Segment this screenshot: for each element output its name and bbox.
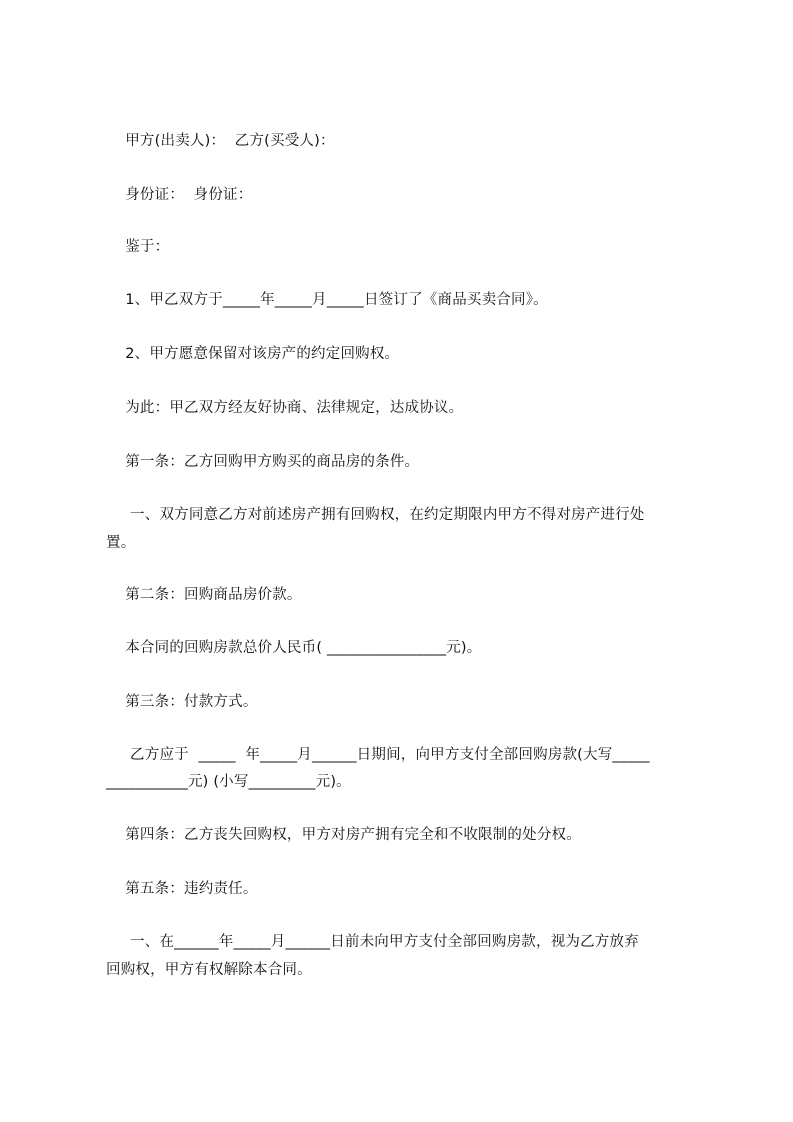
article-3-heading: 第三条：付款方式。 (106, 694, 258, 710)
article-5-item-1-line-1: 一、在______年_____月______日前未向甲方支付全部回购房款，视为乙方放弃 (106, 934, 639, 950)
id-card-line: 身份证： 身份证： (106, 187, 253, 203)
article-5-item-1-line-2: 回购权，甲方有权解除本合同。 (106, 962, 312, 978)
article-4-line: 第四条：乙方丧失回购权，甲方对房产拥有完全和不收限制的处分权。 (106, 827, 581, 843)
article-1-item-1-line-1: 一、双方同意乙方对前述房产拥有回购权，在约定期限内甲方不得对房产进行处 (106, 507, 645, 523)
payment-line-2: ___________元) (小写_________元)。 (106, 774, 351, 790)
article-1-heading: 第一条：乙方回购甲方购买的商品房的条件。 (106, 454, 420, 470)
price-line: 本合同的回购房款总价人民币( ________________元)。 (106, 640, 482, 656)
whereas-line: 鉴于： (106, 239, 170, 255)
clause-2-line: 2、甲方愿意保留对该房产的约定回购权。 (106, 346, 400, 362)
clause-1-line: 1、甲乙双方于_____年_____月_____日签订了《商品买卖合同》。 (106, 292, 548, 308)
payment-line-1: 乙方应于 _____ 年_____月______日期间，向甲方支付全部回购房款(大写_____ (106, 747, 650, 763)
article-1-item-1-line-2: 置。 (106, 535, 136, 551)
agreement-line: 为此：甲乙双方经友好协商、法律规定，达成协议。 (106, 400, 464, 416)
article-2-heading: 第二条：回购商品房价款。 (106, 587, 302, 603)
party-header-line: 甲方(出卖人)： 乙方(买受人)： (106, 133, 335, 149)
article-5-heading: 第五条：违约责任。 (106, 881, 258, 897)
